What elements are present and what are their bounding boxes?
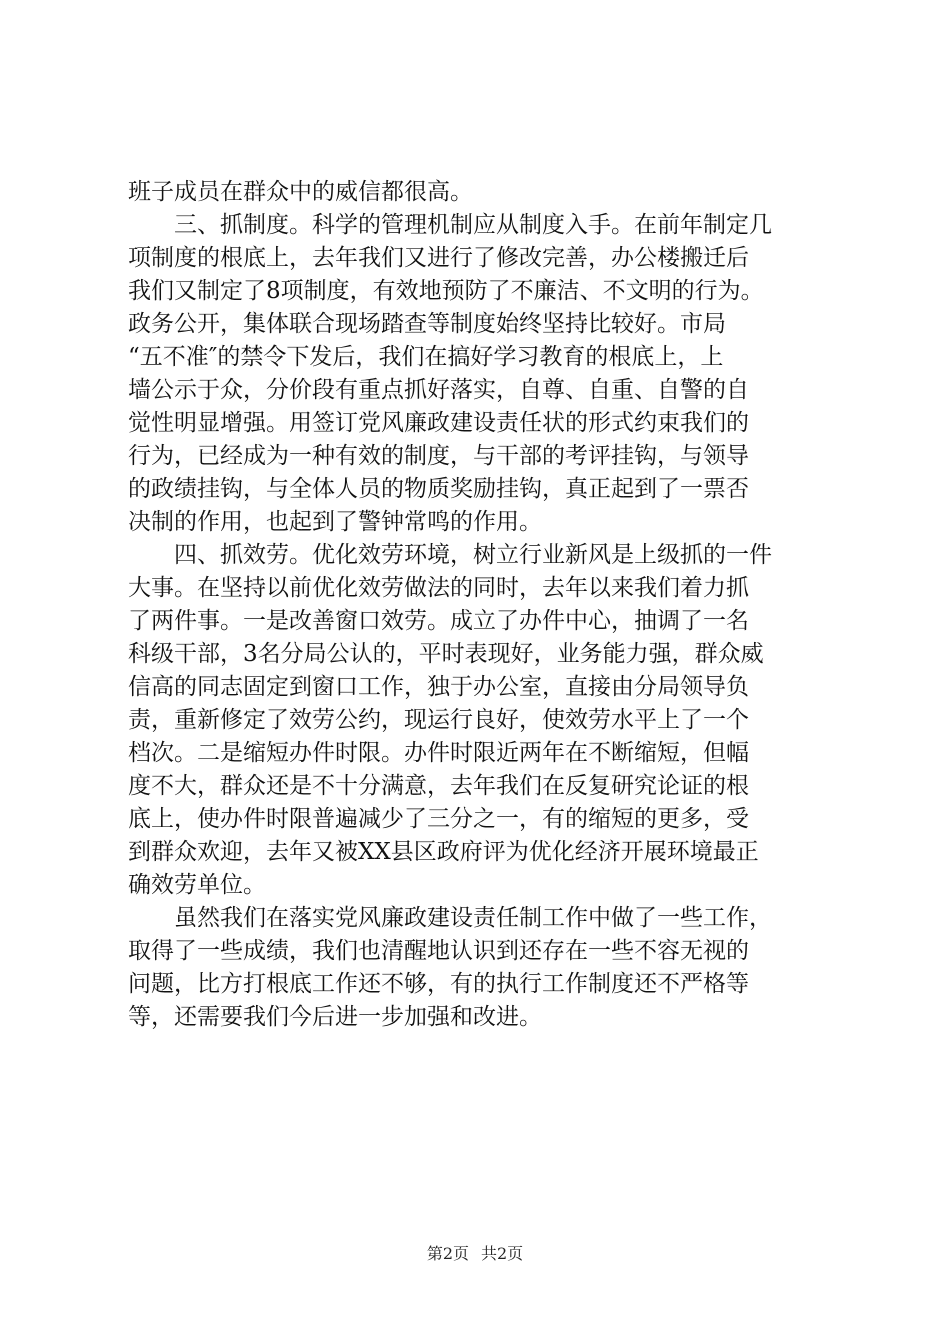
page-number-current: 第2页: [426, 1244, 469, 1263]
body-line: 行为，已经成为一种有效的制度，与干部的考评挂钩，与领导: [128, 443, 749, 469]
body-line: 决制的作用，也起到了警钟常鸣的作用。: [128, 509, 542, 535]
body-line: 政务公开，集体联合现场踏查等制度始终坚持比较好。市局: [128, 311, 726, 337]
body-line: 班子成员在群众中的威信都很高。: [128, 179, 473, 205]
body-line: 觉性明显增强。用签订党风廉政建设责任状的形式约束我们的: [128, 410, 749, 436]
body-line: 等，还需要我们今后进一步加强和改进。: [128, 1004, 542, 1030]
body-line: 取得了一些成绩，我们也清醒地认识到还存在一些不容无视的: [128, 938, 749, 964]
body-line: 档次。二是缩短办件时限。办件时限近两年在不断缩短，但幅: [128, 740, 749, 766]
paragraph-start-line: 四、抓效劳。优化效劳环境，树立行业新风是上级抓的一件: [174, 542, 772, 568]
page-number-total: 共2页: [481, 1244, 524, 1263]
page-footer: [0, 1243, 950, 1265]
body-line: 科级干部，3名分局公认的，平时表现好，业务能力强，群众威: [128, 641, 764, 667]
paragraph-start-line: 虽然我们在落实党风廉政建设责任制工作中做了一些工作，: [174, 905, 772, 931]
body-line: 的政绩挂钩，与全体人员的物质奖励挂钩，真正起到了一票否: [128, 476, 749, 502]
body-line: 到群众欢迎，去年又被XX县区政府评为优化经济开展环境最正: [128, 839, 759, 865]
body-line: 度不大，群众还是不十分满意，去年我们在反复研究论证的根: [128, 773, 749, 799]
body-line: 确效劳单位。: [128, 872, 266, 898]
body-line: 大事。在坚持以前优化效劳做法的同时，去年以来我们着力抓: [128, 575, 749, 601]
body-line: 信高的同志固定到窗口工作，独于办公室，直接由分局领导负: [128, 674, 749, 700]
body-line: 了两件事。一是改善窗口效劳。成立了办件中心，抽调了一名: [128, 608, 749, 634]
body-line: 项制度的根底上，去年我们又进行了修改完善，办公楼搬迁后: [128, 245, 749, 271]
body-line: 问题，比方打根底工作还不够，有的执行工作制度还不严格等: [128, 971, 749, 997]
paragraph-start-line: 三、抓制度。科学的管理机制应从制度入手。在前年制定几: [174, 212, 772, 238]
document-body: [128, 176, 828, 1034]
body-line: 底上，使办件时限普遍减少了三分之一，有的缩短的更多，受: [128, 806, 749, 832]
body-line: “五不准″的禁令下发后，我们在搞好学习教育的根底上，上: [128, 344, 724, 370]
body-line: 责，重新修定了效劳公约，现运行良好，使效劳水平上了一个: [128, 707, 749, 733]
body-line: 墙公示于众，分价段有重点抓好落实，自尊、自重、自警的自: [128, 377, 749, 403]
body-line: 我们又制定了8项制度，有效地预防了不廉洁、不文明的行为。: [128, 278, 764, 304]
